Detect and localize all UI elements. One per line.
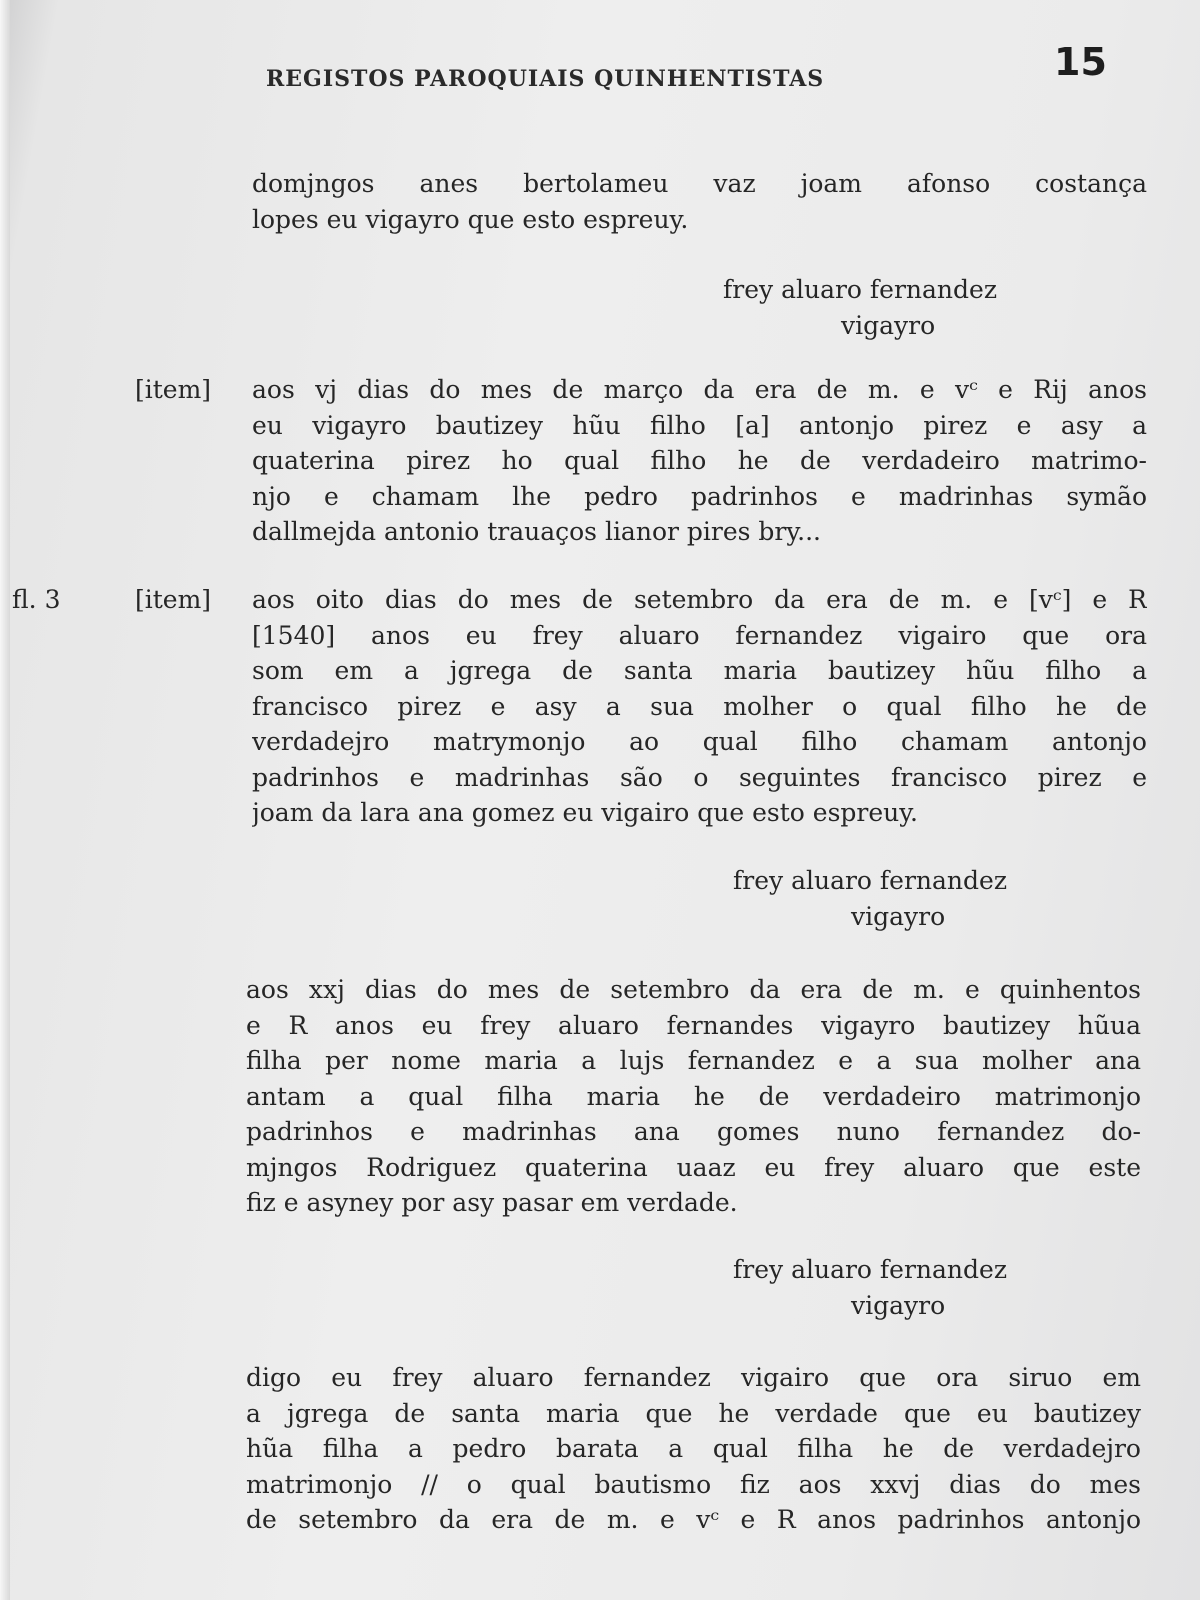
signature-title: vigayro	[841, 311, 936, 340]
text-line: verdadejro matrymonjo ao qual filho chamam antonjo	[252, 727, 1147, 756]
folio-label: fl. 3	[12, 585, 61, 614]
entry-3-text	[252, 582, 1147, 831]
signature-title: vigayro	[851, 902, 946, 931]
entry-5-text	[246, 1360, 1141, 1538]
item-label: [item]	[135, 585, 212, 614]
text-line: aos oito dias do mes de setembro da era de m. e [vᶜ] e R	[252, 585, 1147, 614]
text-line: aos xxj dias do mes de setembro da era de m. e quinhentos	[246, 975, 1141, 1004]
text-line: padrinhos e madrinhas são o seguintes francisco pirez e	[252, 762, 1147, 792]
page-number: 15	[1054, 40, 1107, 84]
text-line: dallmejda antonio trauaços lianor pires bry...	[252, 517, 822, 546]
text-line: antam a qual filha maria he de verdadeiro matrimonjo	[246, 1081, 1141, 1111]
text-line: padrinhos e madrinhas ana gomes nuno fernandez do-	[246, 1117, 1141, 1146]
text-line: som em a jgrega de santa maria bautizey hũu filho a	[252, 656, 1147, 685]
text-line: hũa filha a pedro barata a qual filha he de verdadejro	[246, 1434, 1141, 1463]
text-line: eu vigayro bautizey hũu filho [a] antonjo pirez e asy a	[252, 410, 1147, 440]
entry-1-signature	[723, 272, 997, 344]
entry-2-text	[252, 372, 1147, 550]
text-line: domjngos anes bertolameu vaz joam afonso costança	[252, 169, 1147, 198]
text-line: njo e chamam lhe pedro padrinhos e madrinhas symão	[252, 481, 1147, 511]
entry-3-signature	[733, 863, 1007, 935]
text-line: aos vj dias do mes de março da era de m. e vᶜ e Rij anos	[252, 375, 1147, 404]
text-line: lopes eu vigayro que esto espreuy.	[252, 204, 689, 234]
text-line: quaterina pirez ho qual filho he de verdadeiro matrimo-	[252, 446, 1147, 475]
text-line: [1540] anos eu frey aluaro fernandez vigairo que ora	[252, 620, 1147, 650]
text-line: filha per nome maria a lujs fernandez e a sua molher ana	[246, 1046, 1141, 1075]
text-line: e R anos eu frey aluaro fernandes vigayro bautizey hũua	[246, 1010, 1141, 1040]
text-line: francisco pirez e asy a sua molher o qual filho he de	[252, 691, 1147, 721]
signature-name: frey aluaro fernandez	[733, 866, 1007, 895]
entry-4-text	[246, 972, 1141, 1221]
text-line: matrimonjo // o qual bautismo fiz aos xxvj dias do mes	[246, 1469, 1141, 1499]
signature-title: vigayro	[851, 1291, 946, 1320]
signature-name: frey aluaro fernandez	[723, 275, 997, 304]
text-line: mjngos Rodriguez quaterina uaaz eu frey aluaro que este	[246, 1152, 1141, 1182]
text-line: joam da lara ana gomez eu vigairo que esto espreuy.	[252, 798, 919, 827]
signature-name: frey aluaro fernandez	[733, 1255, 1007, 1284]
text-line: a jgrega de santa maria que he verdade que eu bautizey	[246, 1398, 1141, 1428]
running-title: REGISTOS PAROQUIAIS QUINHENTISTAS	[266, 66, 825, 92]
item-label: [item]	[135, 375, 212, 404]
entry-1-text	[252, 166, 1147, 237]
text-line: digo eu frey aluaro fernandez vigairo que ora siruo em	[246, 1363, 1141, 1392]
text-line: de setembro da era de m. e vᶜ e R anos padrinhos antonjo	[246, 1505, 1141, 1534]
entry-4-signature	[733, 1252, 1007, 1324]
page-gutter-shadow	[0, 0, 10, 1600]
text-line: fiz e asyney por asy pasar em verdade.	[246, 1188, 738, 1217]
